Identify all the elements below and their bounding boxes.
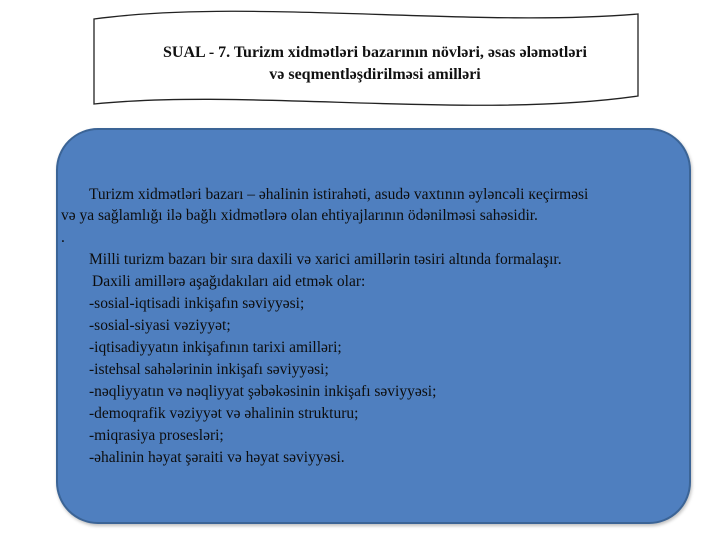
- factor-item: -demoqrafik vəziyyət və əhalinin strukturu;: [89, 405, 359, 422]
- factor-item: -sosial-siyasi vəziyyət;: [89, 317, 231, 334]
- page-title: [100, 42, 650, 86]
- factor-item: -nəqliyyatın və nəqliyyat şəbəkəsinin inkişafı səviyyəsi;: [89, 383, 437, 400]
- title-line-1: SUAL - 7. Turizm xidmətləri bazarının növləri, əsas ələmətləri: [163, 44, 587, 61]
- separator-dot: .: [61, 229, 65, 246]
- factor-item: -sosial-iqtisadi inkişafın səviyyəsi;: [89, 295, 305, 312]
- paragraph-internal-factors: Daxili amillərə aşağıdakıları aid etmək olar:: [92, 273, 366, 290]
- definition-line-2: və ya sağlamlığı ilə bağlı xidmətlərə olan ehtiyajlarının ödənilməsi sahəsidir.: [61, 207, 538, 224]
- factor-item: -miqrasiya prosesləri;: [89, 427, 224, 444]
- definition-line-1: Turizm xidmətləri bazarı – əhalinin istirahəti, asudə vaxtının əyləncəli кeçirməsi: [89, 186, 589, 203]
- content-panel: [56, 128, 691, 524]
- factor-item: -əhalinin həyat şəraiti və həyat səviyyəsi.: [89, 449, 345, 466]
- factor-item: -istehsal sahələrinin inkişafı səviyyəsi;: [89, 361, 329, 378]
- title-line-2: və seqmentləşdirilməsi amilləri: [269, 66, 481, 83]
- paragraph-national-market: Milli turizm bazarı bir sıra daxili və xarici amillərin təsiri altında formalaşır.: [89, 251, 562, 268]
- title-banner: [0, 0, 720, 130]
- factor-item: -iqtisadiyyatın inkişafının tarixi amilləri;: [89, 339, 342, 356]
